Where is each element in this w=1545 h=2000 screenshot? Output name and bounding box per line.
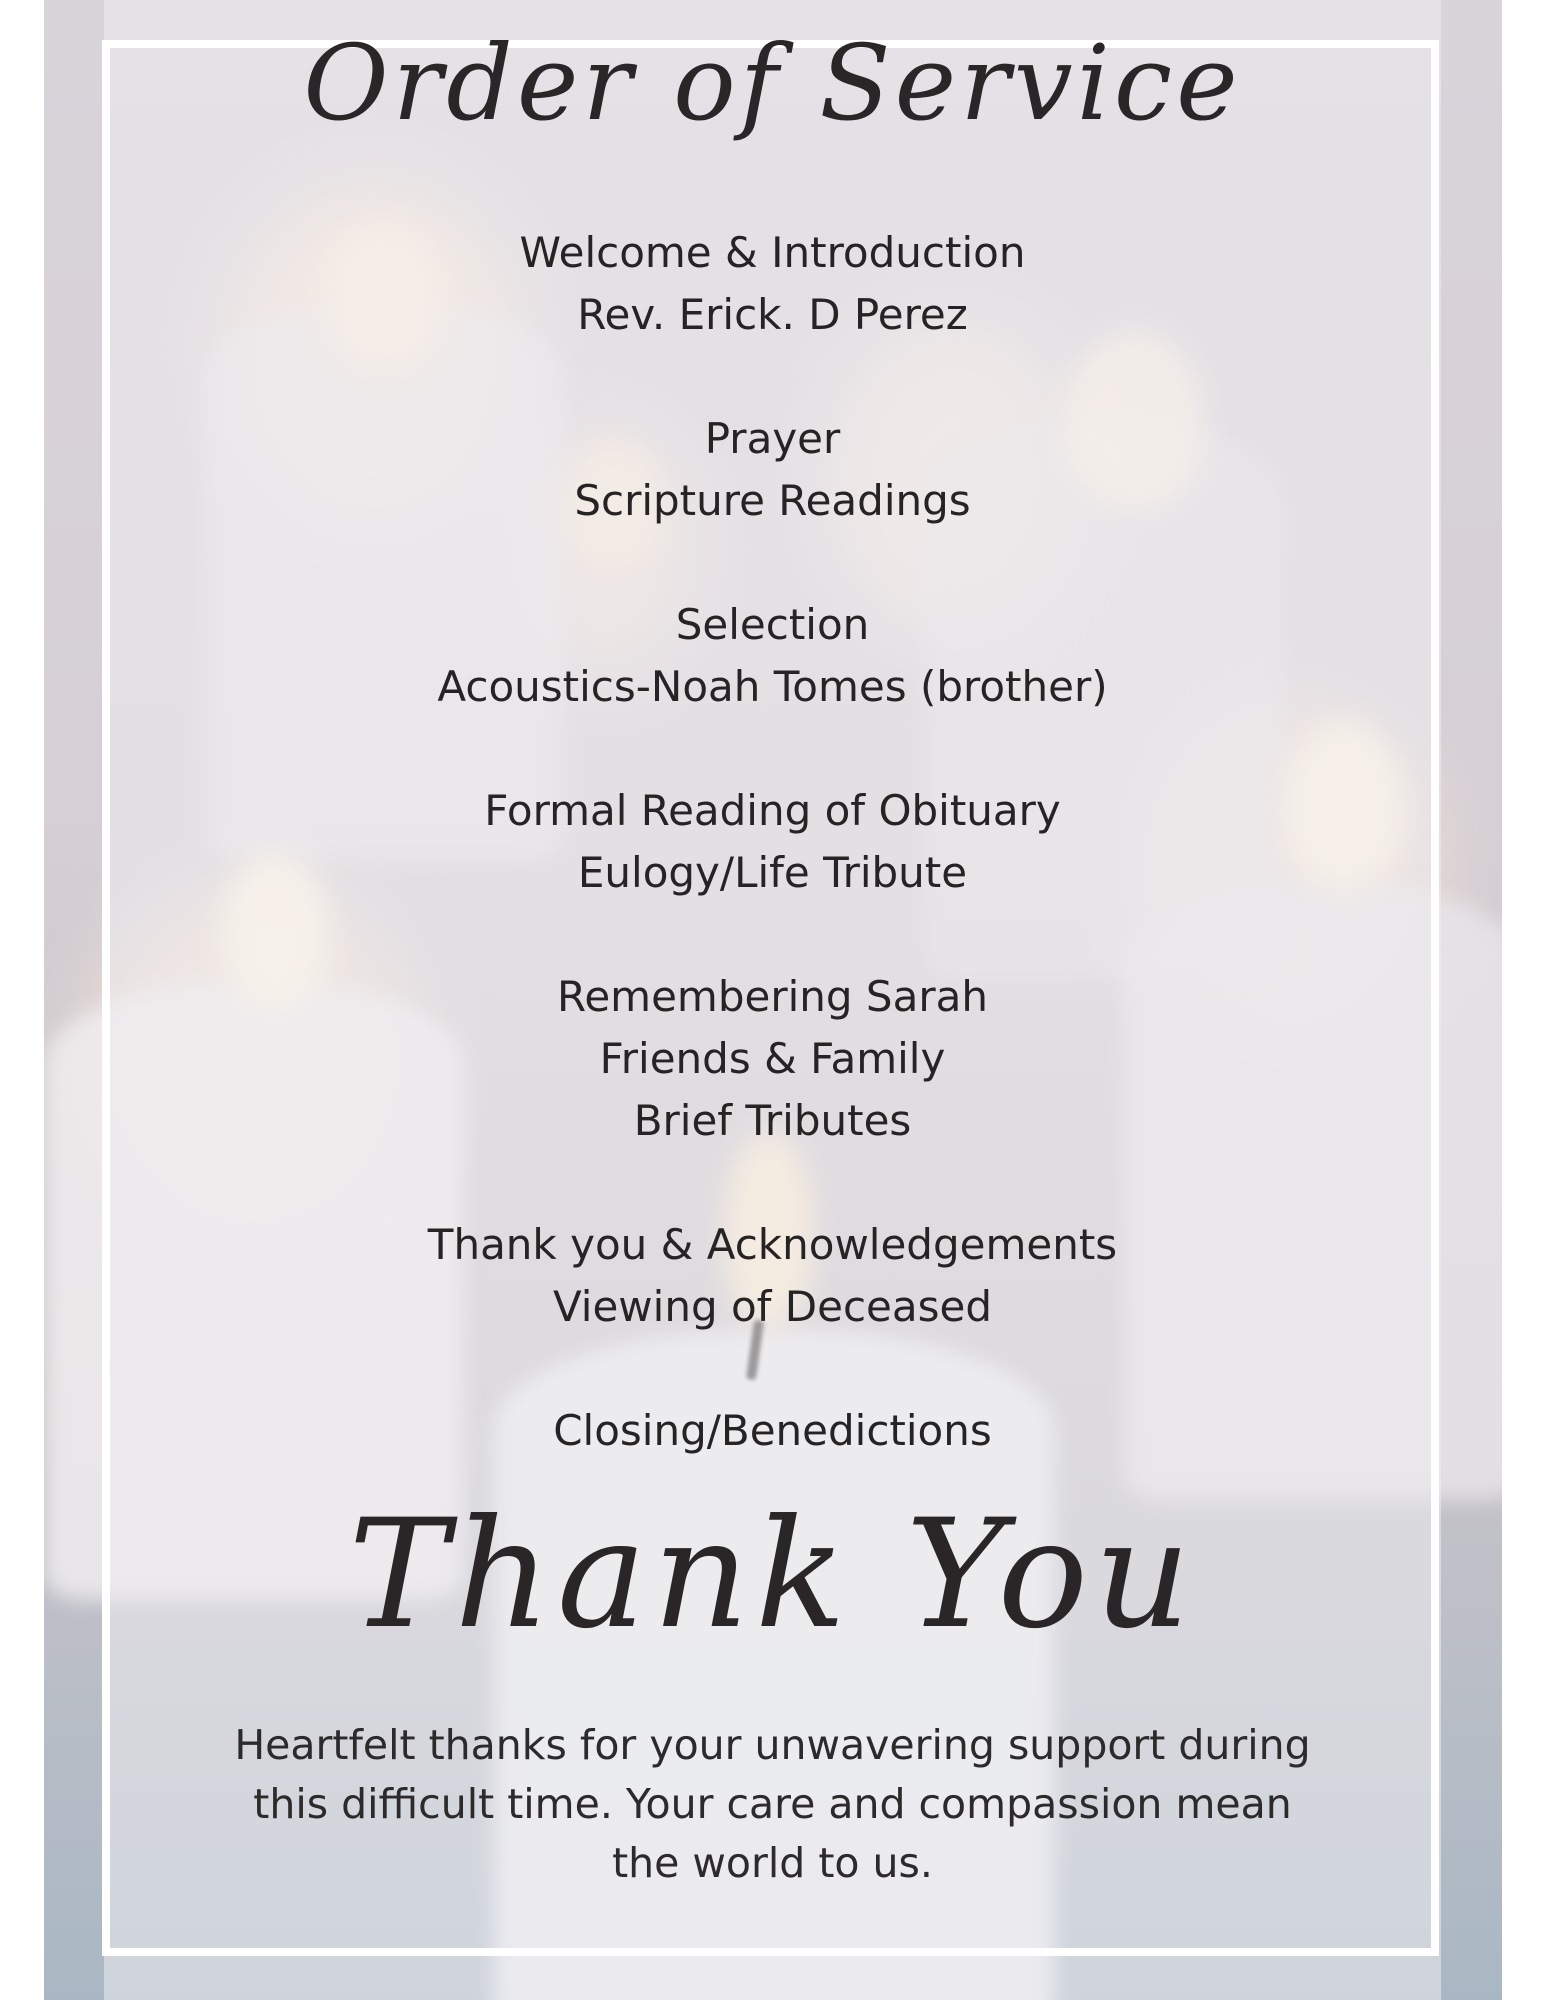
program-item: Prayer [704,414,841,463]
program-group-prayer [104,408,1441,532]
service-program [104,222,1441,1524]
program-item: Acoustics-Noah Tomes (brother) [437,662,1108,711]
program-item: Viewing of Deceased [552,1282,993,1331]
program-group-selection [104,594,1441,718]
program-item: Eulogy/Life Tribute [577,848,968,897]
program-group-welcome [104,222,1441,346]
thank-you-heading: Thank You [348,1488,1197,1662]
program-item: Closing/Benedictions [553,1406,992,1455]
order-of-service-heading: Order of Service [303,22,1242,144]
program-item: Formal Reading of Obituary [484,786,1061,835]
program-item: Welcome & Introduction [519,228,1026,277]
program-item: Remembering Sarah [557,972,988,1021]
program-group-closing [104,1400,1441,1462]
program-item: Selection [675,600,870,649]
program-item: Scripture Readings [574,476,971,525]
program-item: Thank you & Acknowledgements [427,1220,1118,1269]
program-item: Friends & Family [599,1034,946,1083]
program-group-remembering [104,966,1441,1152]
program-group-obituary [104,780,1441,904]
program-item: Brief Tributes [633,1096,912,1145]
thank-you-message: Heartfelt thanks for your unwavering support during this difficult time. Your care and compassion mean the world to us. [234,1721,1311,1887]
program-group-acknowledgements [104,1214,1441,1338]
program-item: Rev. Erick. D Perez [577,290,968,339]
